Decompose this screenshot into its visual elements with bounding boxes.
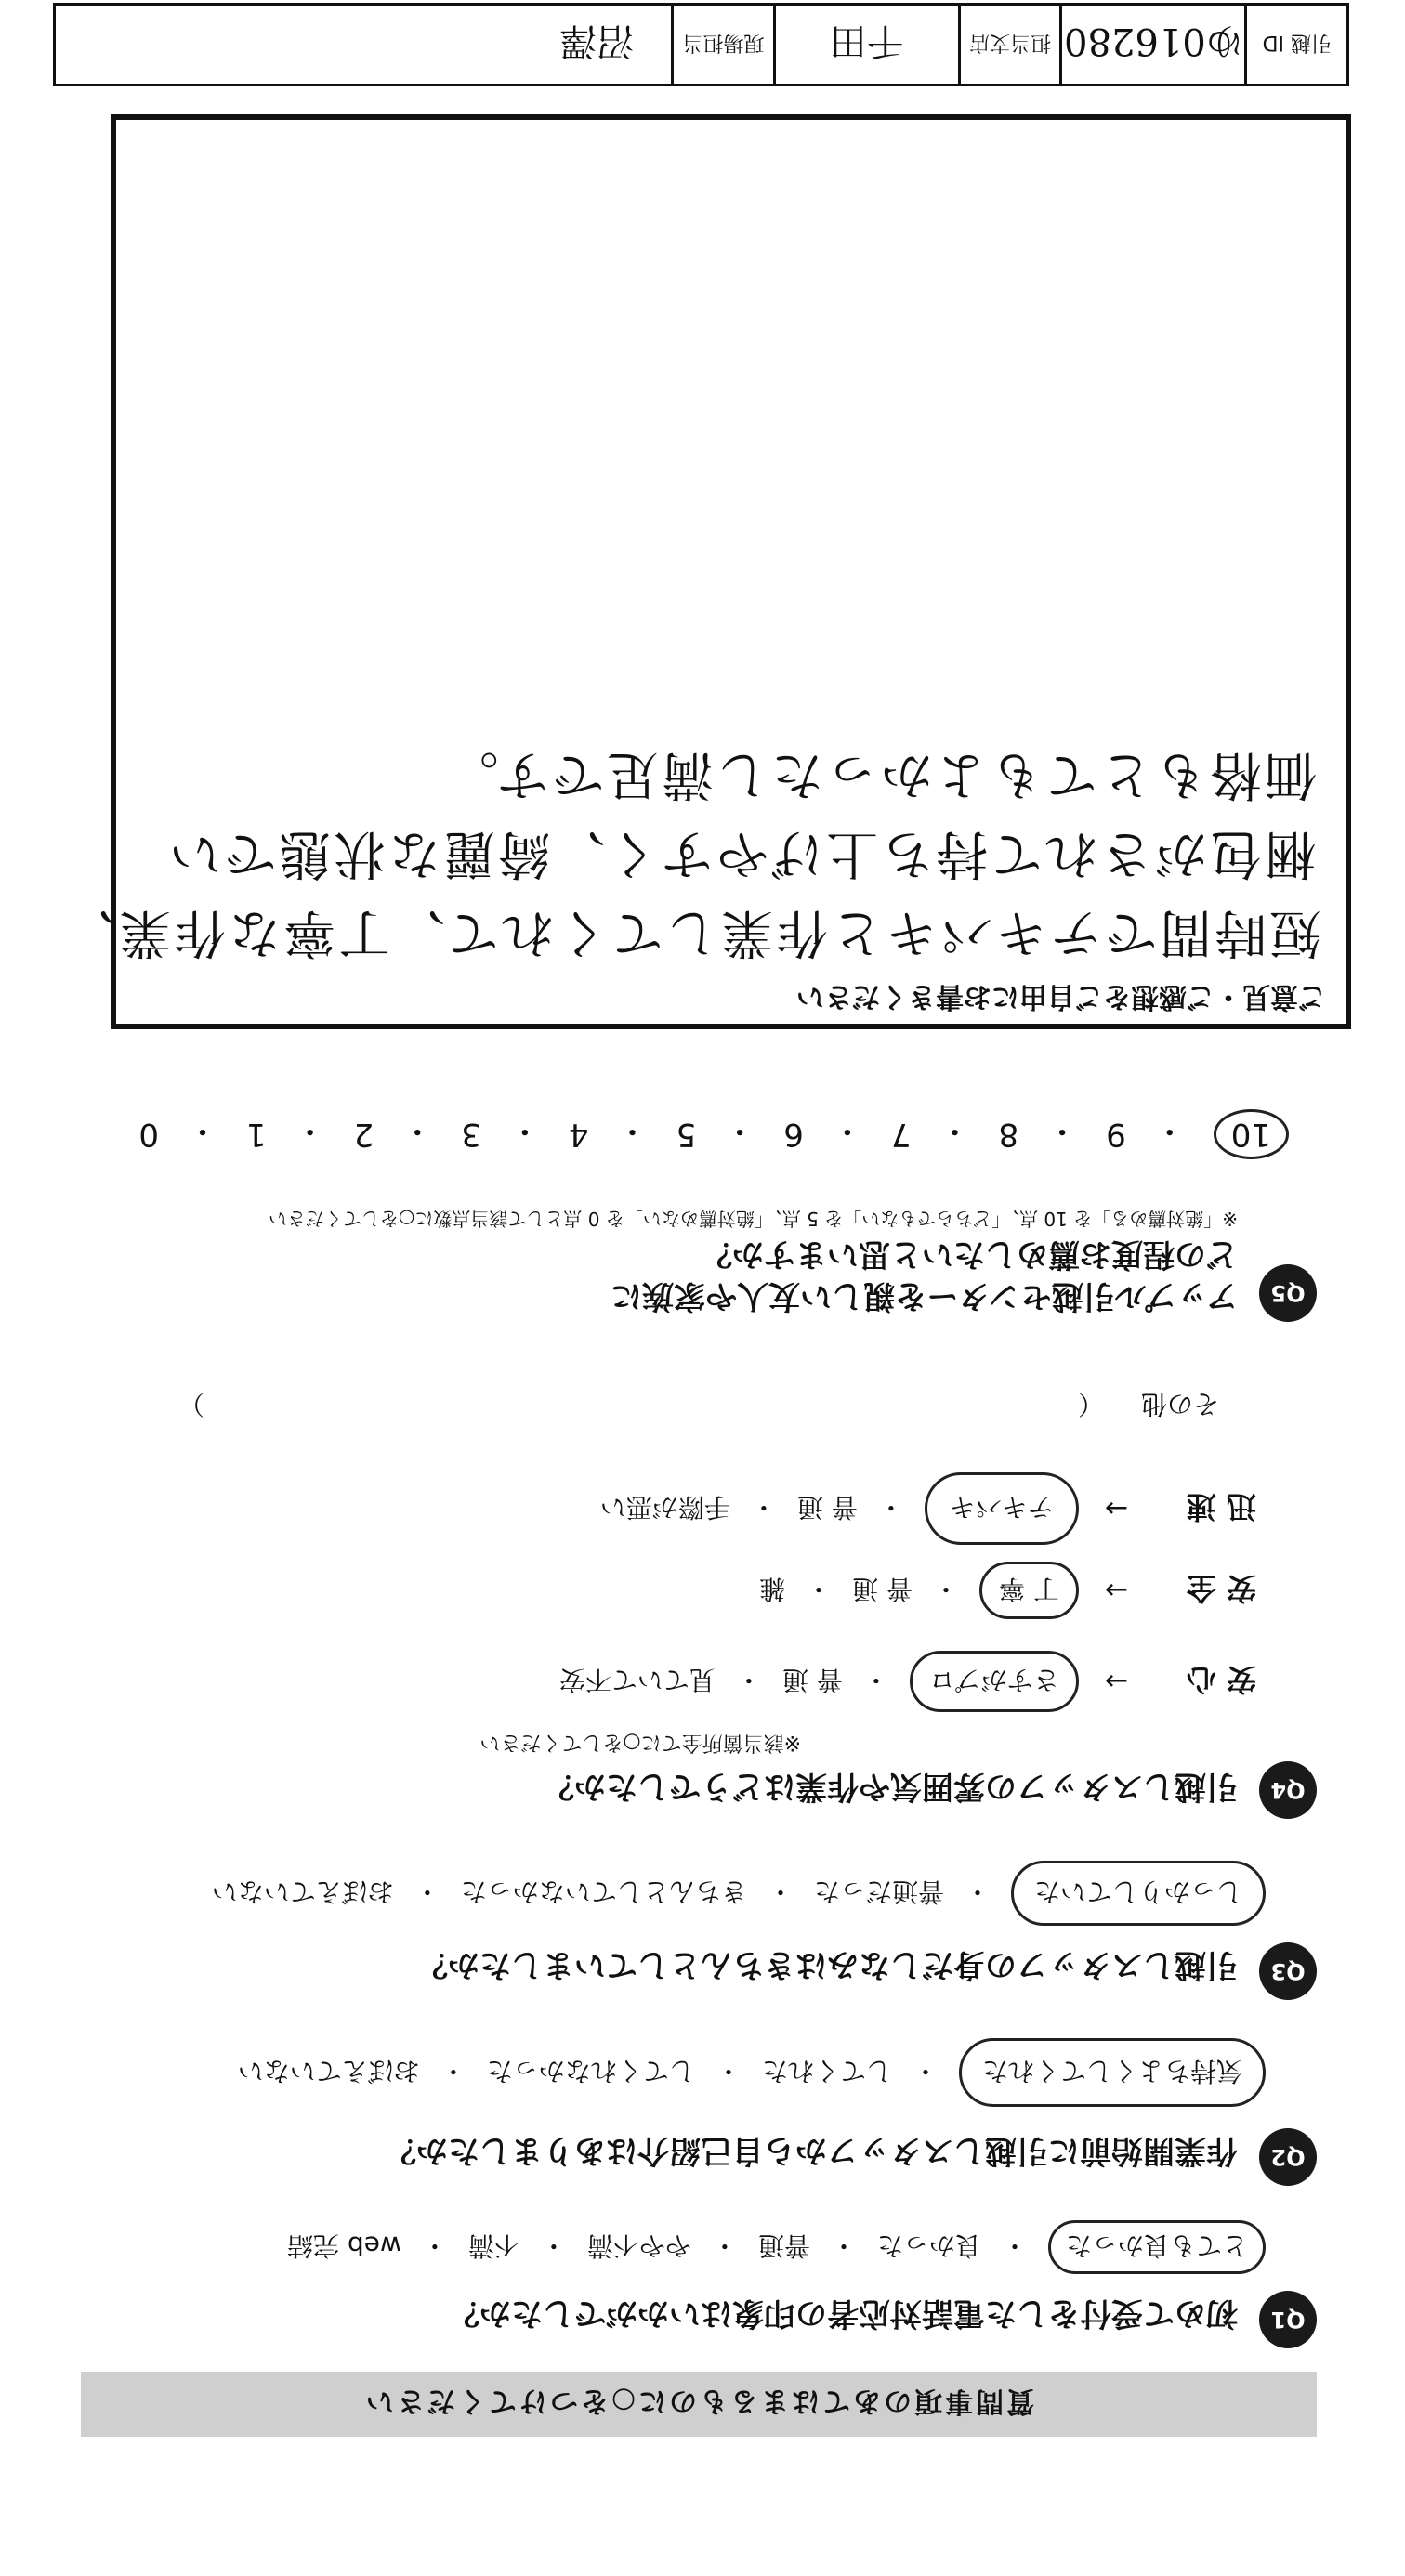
q2-options: 気持ちよくしてくれた ・ してくれた ・ してくれなかった ・ おぼえていない bbox=[238, 2038, 1266, 2107]
q2-question: 作業開始前に引越しスタッフから自己紹介はありましたか？ bbox=[385, 2132, 1238, 2169]
q4-question: 引越しスタッフの雰囲気や作業はどうでしたか？ bbox=[543, 1768, 1238, 1805]
scale-option[interactable]: 5 bbox=[676, 1116, 697, 1153]
arrow-icon: → bbox=[1104, 1574, 1128, 1607]
manager-value: 沼澤 bbox=[559, 20, 635, 63]
q1-option[interactable]: 良かった bbox=[876, 2230, 981, 2261]
q4-option[interactable]: 普 通 bbox=[852, 1574, 913, 1604]
q3-option[interactable]: おぼえていない bbox=[211, 1876, 394, 1907]
q3-options: しっかりしていた ・ 普通だった ・ きちんとしていなかった ・ おぼえていない bbox=[212, 1861, 1266, 1926]
q1-option-selected[interactable]: とても良かった bbox=[1048, 2220, 1266, 2274]
q5-question-line2: どの程度お薦めしたいと思いますか？ bbox=[701, 1236, 1238, 1273]
q4-other: その他 （ ） bbox=[178, 1387, 1219, 1424]
comment-box[interactable] bbox=[111, 114, 1351, 1029]
q4-badge: Q4 bbox=[1259, 1761, 1317, 1819]
scale-option-selected[interactable]: 10 bbox=[1214, 1109, 1289, 1159]
q2-option[interactable]: おぼえていない bbox=[237, 2056, 420, 2086]
q1-option[interactable]: やや不満 bbox=[586, 2230, 691, 2261]
scale-option[interactable]: 8 bbox=[998, 1116, 1019, 1153]
q1-badge: Q1 bbox=[1259, 2291, 1317, 2348]
q5-question-line1: アップル引越センターを親しい友人や家族に bbox=[611, 1277, 1238, 1314]
instruction-banner: 質問事項のあてはまるものに○をつけてください bbox=[81, 2372, 1317, 2437]
q5-scale: 10 ・ 9 ・ 8 ・ 7 ・ 6 ・ 5 ・ 4 ・ 3 ・ 2 ・ 1 ・ 0 bbox=[138, 1109, 1289, 1159]
q3-option[interactable]: 普通だった bbox=[813, 1876, 944, 1907]
q2-option-selected[interactable]: 気持ちよくしてくれた bbox=[959, 2038, 1266, 2107]
q4-row-anshin: 安 心 → さすがプロ ・ 普 通 ・ 見ていて不安 bbox=[559, 1651, 1256, 1712]
comment-line: 短時間でテキパキと作業してくれて、丁寧な作業、 bbox=[61, 902, 1321, 962]
scale-option[interactable]: 4 bbox=[568, 1116, 589, 1153]
q4-option-selected[interactable]: さすがプロ bbox=[910, 1651, 1079, 1712]
q1-option[interactable]: 不満 bbox=[467, 2230, 520, 2261]
q4-note: ※該当箇所全てに○をしてください bbox=[479, 1731, 801, 1754]
scale-option[interactable]: 7 bbox=[890, 1116, 912, 1153]
q4-option[interactable]: 普 通 bbox=[781, 1665, 843, 1695]
q2-option[interactable]: してくれた bbox=[761, 2056, 892, 2086]
q3-option[interactable]: きちんとしていなかった bbox=[460, 1876, 747, 1907]
manager-label: 現場担当 bbox=[671, 6, 773, 84]
q4-row-label: 安 心 bbox=[1186, 1662, 1256, 1697]
q4-option[interactable]: 見ていて不安 bbox=[558, 1665, 716, 1695]
q1-question: 初めて受付をした電話対応者の印象はいかがでしたか？ bbox=[448, 2295, 1238, 2332]
q4-option-selected[interactable]: 丁 寧 bbox=[979, 1562, 1079, 1619]
q4-option[interactable]: 普 通 bbox=[796, 1492, 858, 1523]
scale-option[interactable]: 2 bbox=[353, 1116, 374, 1153]
arrow-icon: → bbox=[1104, 1665, 1128, 1698]
q1-option[interactable]: web 完結 bbox=[287, 2230, 401, 2261]
q4-row-label: 迅 速 bbox=[1186, 1489, 1256, 1524]
q4-option[interactable]: 雑 bbox=[759, 1574, 786, 1604]
q1-options: とても良かった ・ 良かった ・ 普通 ・ やや不満 ・ 不満 ・ web 完結 bbox=[287, 2220, 1266, 2274]
q4-row-jinsoku: 迅 速 → テキパキ ・ 普 通 ・ 手際が悪い bbox=[600, 1472, 1256, 1545]
branch-value: 千田 bbox=[773, 6, 958, 84]
q3-option-selected[interactable]: しっかりしていた bbox=[1011, 1861, 1266, 1926]
comment-title: ご意見・ご感想をご自由にお書きください bbox=[796, 980, 1326, 1013]
scale-option[interactable]: 6 bbox=[783, 1116, 804, 1153]
q4-option-selected[interactable]: テキパキ bbox=[925, 1472, 1079, 1545]
scale-option[interactable]: 0 bbox=[138, 1116, 159, 1153]
q3-question: 引越しスタッフの身だしなみはきちんとしていましたか？ bbox=[416, 1946, 1238, 1983]
branch-label: 担当支店 bbox=[958, 6, 1060, 84]
q3-badge: Q3 bbox=[1259, 1942, 1317, 2000]
q1-option[interactable]: 普通 bbox=[757, 2230, 810, 2261]
move-id-label: 引越 ID bbox=[1244, 6, 1346, 84]
arrow-icon: → bbox=[1104, 1492, 1128, 1525]
q2-option[interactable]: してくれなかった bbox=[486, 2056, 695, 2086]
q2-badge: Q2 bbox=[1259, 2128, 1317, 2186]
q4-option[interactable]: 手際が悪い bbox=[599, 1492, 730, 1523]
q4-row-anzen: 安 全 → 丁 寧 ・ 普 通 ・ 雑 bbox=[759, 1562, 1256, 1619]
scale-option[interactable]: 1 bbox=[245, 1116, 267, 1153]
q4-row-label: 安 全 bbox=[1186, 1571, 1256, 1606]
comment-line: 梱包がされて持ち上げやすく、綺麗な状態でい bbox=[166, 823, 1317, 883]
comment-line: 価格もとてもよかったし満足です。 bbox=[443, 744, 1317, 804]
q4-other-label: その他 bbox=[1140, 1389, 1219, 1419]
info-table bbox=[53, 3, 1349, 86]
q5-badge: Q5 bbox=[1259, 1264, 1317, 1322]
scale-option[interactable]: 3 bbox=[461, 1116, 481, 1153]
move-id-value: ゆ016280 bbox=[1059, 6, 1244, 84]
q5-note: ※「絶対薦める」を 10 点、「どちらでもない」を 5 点、「絶対薦めない」を 0 点として該当点数に○をしてください bbox=[268, 1208, 1238, 1230]
scale-option[interactable]: 9 bbox=[1106, 1116, 1126, 1153]
